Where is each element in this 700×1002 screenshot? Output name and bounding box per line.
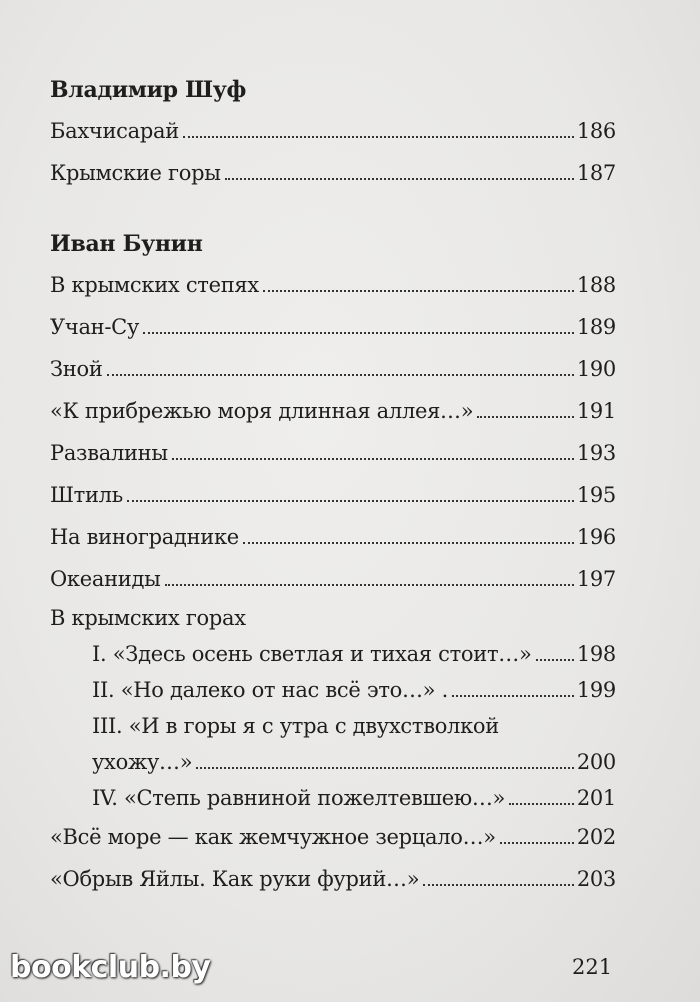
watermark: bookclub.by — [10, 950, 211, 985]
entry-title-line: III. «И в горы я с утра с двухстволкой — [92, 714, 499, 738]
entry-page: 198 — [576, 642, 616, 666]
entry-title: Штиль — [50, 483, 123, 507]
entry-title: На винограднике — [50, 525, 239, 549]
entry-page: 196 — [576, 525, 616, 549]
entry-page: 186 — [576, 119, 616, 143]
toc-sub-entry — [50, 780, 616, 816]
entry-title: I. «Здесь осень светлая и тихая стоит…» — [92, 642, 532, 666]
section-gap — [50, 194, 616, 224]
dot-leader — [263, 290, 574, 292]
dot-leader — [172, 458, 574, 460]
entry-title: Развалины — [50, 441, 168, 465]
entry-page: 203 — [576, 867, 616, 891]
dot-leader — [165, 584, 574, 586]
toc-sub-entry — [50, 744, 616, 780]
entry-title: «Обрыв Яйлы. Как руки фурий…» — [50, 867, 420, 891]
dot-leader — [225, 178, 574, 180]
entry-page: 191 — [576, 399, 616, 423]
entry-page: 190 — [576, 357, 616, 381]
toc-entry — [50, 858, 616, 900]
toc-entry — [50, 152, 616, 194]
entry-title: ухожу…» — [92, 750, 193, 774]
entry-page: 193 — [576, 441, 616, 465]
entry-title: Зной — [50, 357, 103, 381]
author-heading: Иван Бунин — [50, 231, 203, 257]
entry-title: Бахчисарай — [50, 119, 179, 143]
cycle-heading: В крымских горах — [50, 606, 246, 630]
toc-entry — [50, 390, 616, 432]
author-heading: Владимир Шуф — [50, 77, 247, 103]
toc-entry — [50, 306, 616, 348]
toc-entry — [50, 432, 616, 474]
dot-leader — [143, 332, 574, 334]
entry-title: II. «Но далеко от нас всё это…» . — [92, 678, 448, 702]
dot-leader — [127, 500, 574, 502]
entry-page: 201 — [576, 786, 616, 810]
dot-leader — [452, 695, 574, 697]
entry-page: 199 — [576, 678, 616, 702]
toc-entry — [50, 558, 616, 600]
dot-leader — [196, 767, 574, 769]
table-of-contents — [50, 70, 616, 900]
dot-leader — [107, 374, 574, 376]
toc-sub-entry — [50, 672, 616, 708]
dot-leader — [423, 884, 574, 886]
entry-page: 200 — [576, 750, 616, 774]
toc-entry — [50, 516, 616, 558]
toc-entry — [50, 816, 616, 858]
entry-title: В крымских степях — [50, 273, 259, 297]
entry-page: 202 — [576, 825, 616, 849]
entry-title: IV. «Степь равниной пожелтевшею…» — [92, 786, 506, 810]
entry-page: 197 — [576, 567, 616, 591]
dot-leader — [183, 136, 574, 138]
page-number: 221 — [572, 955, 613, 979]
dot-leader — [477, 416, 574, 418]
entry-title: Крымские горы — [50, 161, 221, 185]
dot-leader — [509, 803, 574, 805]
dot-leader — [536, 659, 574, 661]
entry-page: 187 — [576, 161, 616, 185]
toc-entry — [50, 348, 616, 390]
entry-title: «К прибрежью моря длинная аллея…» — [50, 399, 474, 423]
entry-page: 195 — [576, 483, 616, 507]
toc-entry — [50, 264, 616, 306]
entry-title: «Всё море — как жемчужное зерцало…» — [50, 825, 496, 849]
toc-entry — [50, 110, 616, 152]
entry-title: Океаниды — [50, 567, 161, 591]
toc-entry — [50, 474, 616, 516]
toc-sub-entry — [50, 636, 616, 672]
dot-leader — [500, 842, 574, 844]
entry-title: Учан-Су — [50, 315, 139, 339]
entry-page: 189 — [576, 315, 616, 339]
entry-page: 188 — [576, 273, 616, 297]
dot-leader — [243, 542, 574, 544]
